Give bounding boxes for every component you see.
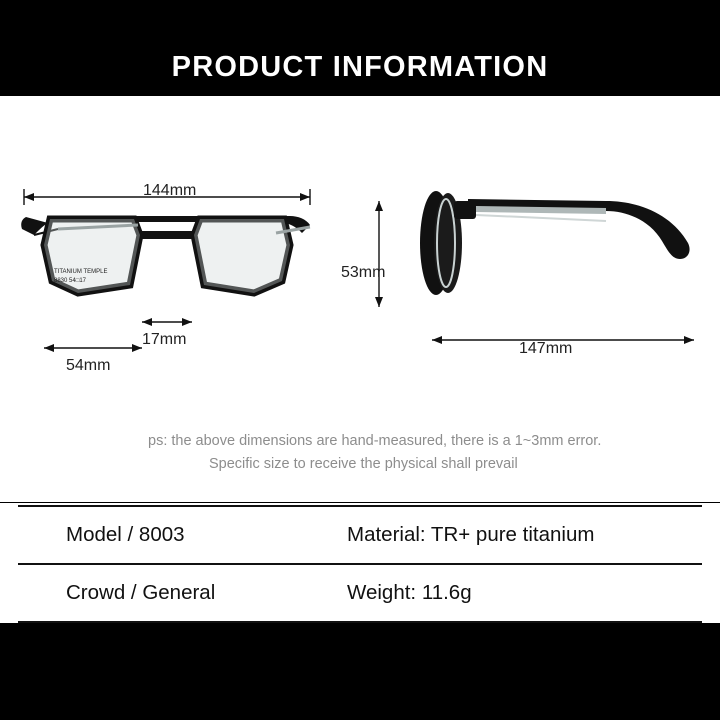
bridge-width-label: 17mm xyxy=(142,331,187,348)
spec-weight: Weight: 11.6g xyxy=(347,581,472,604)
spec-material: Material: TR+ pure titanium xyxy=(347,523,595,546)
table-row xyxy=(0,506,720,564)
specs-table xyxy=(0,503,720,623)
table-row xyxy=(0,564,720,622)
frame-height-arrow xyxy=(368,195,390,313)
lens-width-label: 54mm xyxy=(66,357,111,374)
page-title: PRODUCT INFORMATION xyxy=(171,50,549,83)
spec-model: Model / 8003 xyxy=(66,523,185,546)
lens-width-arrow xyxy=(40,339,148,357)
specs-divider-bottom xyxy=(18,621,702,623)
diagram-panel xyxy=(0,99,720,502)
measurement-note-line-2: Specific size to receive the physical shall prevail xyxy=(209,456,518,472)
bridge-width-arrow xyxy=(138,313,198,331)
front-total-width-label: 144mm xyxy=(143,182,197,199)
frame-height-label: 53mm xyxy=(341,264,386,281)
measurement-note-line-1: ps: the above dimensions are hand-measured, there is a 1~3mm error. xyxy=(148,433,602,449)
engraving-line-2: 8830 54□17 xyxy=(54,278,86,284)
temple-length-label: 147mm xyxy=(519,340,573,357)
page-header xyxy=(0,38,720,96)
engraving-line-1: TITANIUM TEMPLE xyxy=(54,269,108,275)
eyeglasses-side-icon xyxy=(410,185,700,310)
spec-crowd: Crowd / General xyxy=(66,581,216,604)
